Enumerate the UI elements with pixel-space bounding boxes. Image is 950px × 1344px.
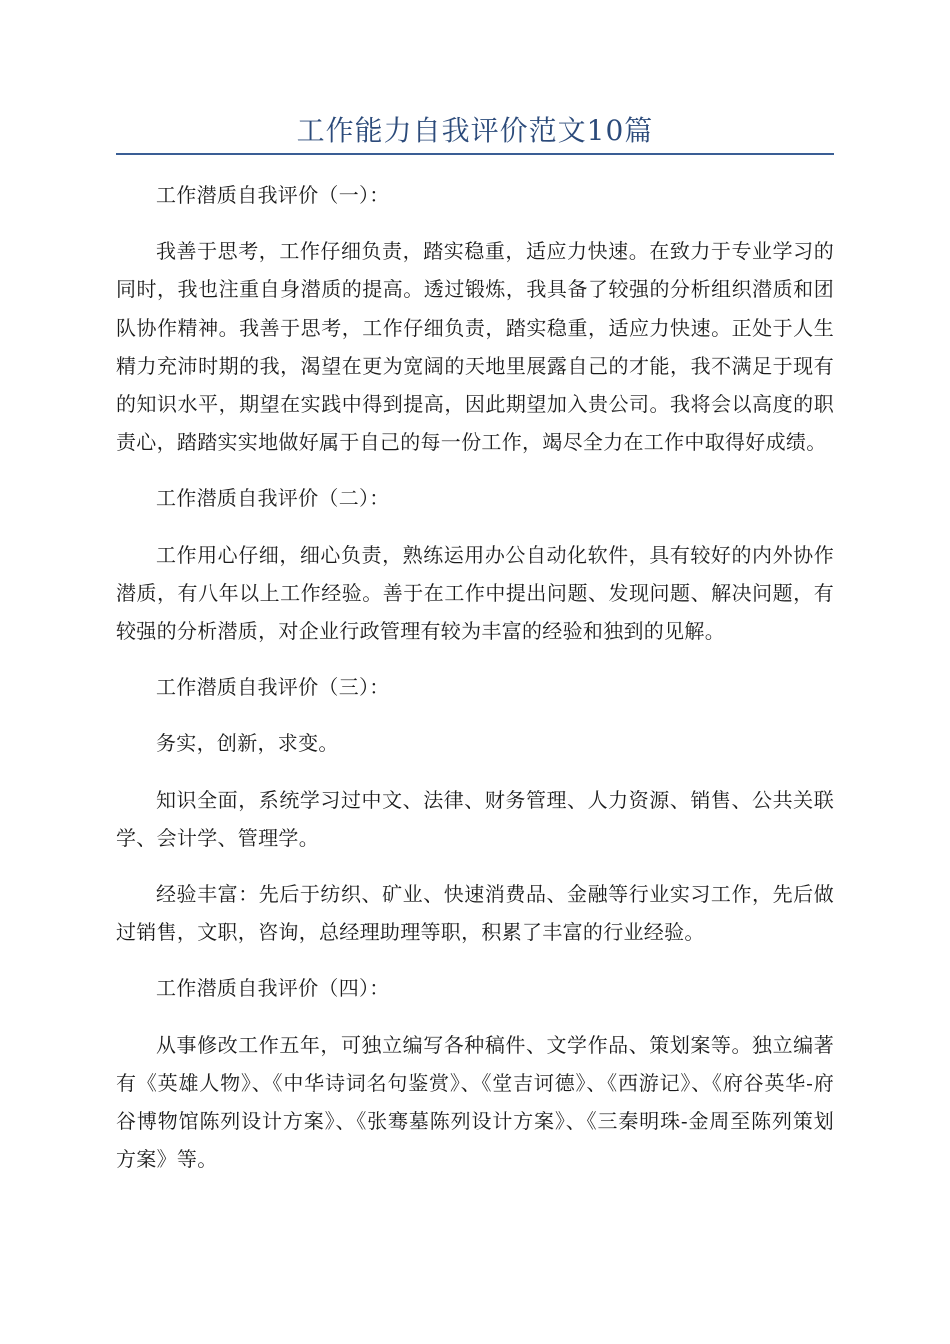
paragraph-1: 我善于思考，工作仔细负责，踏实稳重，适应力快速。在致力于专业学习的同时，我也注重自身潜质的提高。透过锻炼，我具备了较强的分析组织潜质和团队协作精神。我善于思考，工作仔细负责，踏实稳重，适应力快速。正处于人生精力充沛时期的我，渴望在更为宽阔的天地里展露自己的才能，我不满足于现有的知识水平，期望在实践中得到提高，因此期望加入贵公司。我将会以高度的职责心，踏踏实实地做好属于自己的每一份工作，竭尽全力在工作中取得好成绩。 xyxy=(116,239,834,455)
document-body xyxy=(116,176,834,1196)
paragraph-2: 工作用心仔细，细心负责，熟练运用办公自动化软件，具有较好的内外协作潜质，有八年以上工作经验。善于在工作中提出问题、发现问题、解决问题，有较强的分析潜质，对企业行政管理有较为丰富的经验和独到的见解。 xyxy=(116,542,834,644)
paragraph-5: 经验丰富：先后于纺织、矿业、快速消费品、金融等行业实习工作，先后做过销售，文职，咨询，总经理助理等职，积累了丰富的行业经验。 xyxy=(116,882,834,945)
title-divider xyxy=(116,153,834,155)
section-heading-3: 工作潜质自我评价（三）： xyxy=(156,675,390,700)
section-heading-2: 工作潜质自我评价（二）： xyxy=(156,486,390,511)
section-heading-1: 工作潜质自我评价（一）： xyxy=(156,183,390,207)
paragraph-6: 从事修改工作五年，可独立编写各种稿件、文学作品、策划案等。独立编著有《英雄人物》、《中华诗词名句鉴赏》、《堂吉诃德》、《西游记》、《府谷英华-府谷博物馆陈列设计方案》、《张骞墓陈列设计方案》、《三秦明珠-金周至陈列策划方案》等。 xyxy=(116,1032,834,1172)
page-title: 工作能力自我评价范文10篇 xyxy=(296,114,654,147)
section-heading-4: 工作潜质自我评价（四）： xyxy=(156,976,390,1001)
paragraph-4: 知识全面，系统学习过中文、法律、财务管理、人力资源、销售、公共关联学、会计学、管理学。 xyxy=(116,787,834,850)
paragraph-3: 务实，创新，求变。 xyxy=(156,731,339,756)
